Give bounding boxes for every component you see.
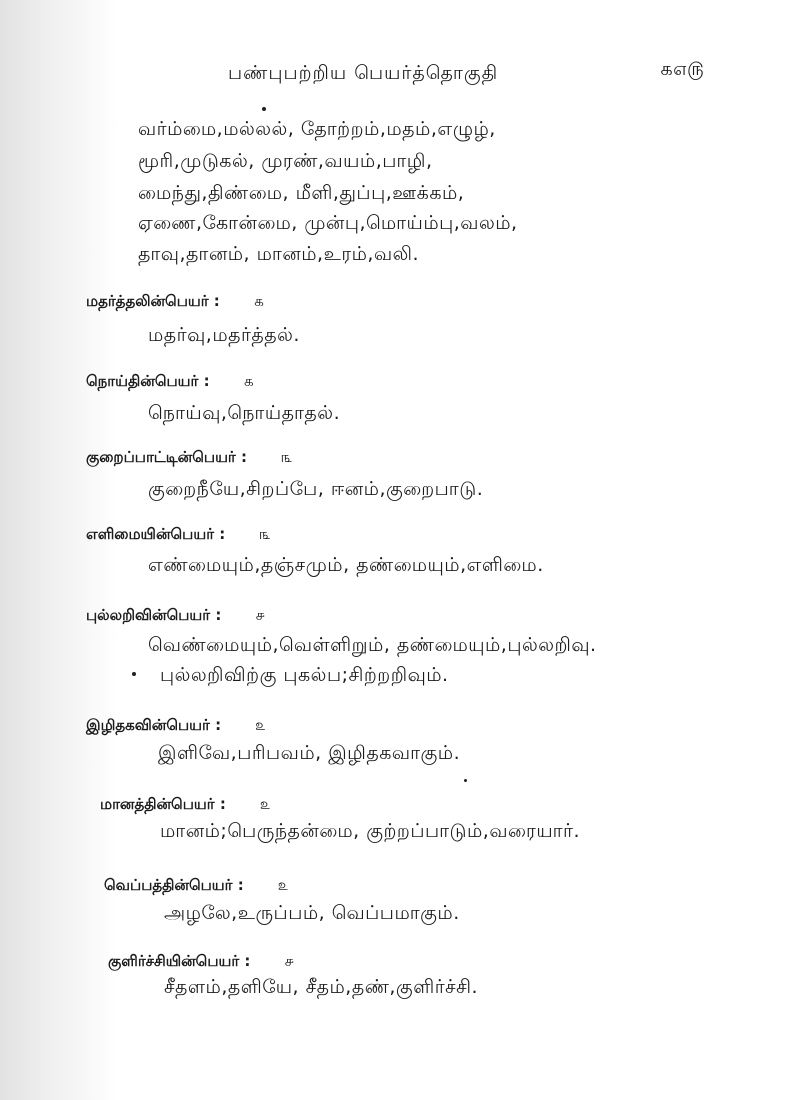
- section-line: நொய்வு,நொய்தாதல்.: [148, 402, 341, 424]
- section-title: [104, 876, 288, 896]
- page-heading: பண்புபற்றிய பெயர்த்தொகுதி: [228, 62, 499, 84]
- section-title: [86, 716, 266, 736]
- section-count: ௨: [255, 716, 266, 734]
- section-line: சீதளம்,தளியே, சீதம்,தண்,குளிர்ச்சி.: [164, 976, 479, 998]
- section-count: ௨: [259, 795, 271, 813]
- intro-line: தாவு,தானம், மானம்,உரம்,வலி.: [138, 243, 420, 265]
- section-title-text: குறைப்பாட்டின்பெயர் :: [86, 448, 247, 466]
- bullet-dot: [132, 672, 136, 676]
- section-line: புல்லறிவிற்கு புகல்ப;சிற்றறிவும்.: [160, 664, 449, 686]
- section-line: மானம்;பெருந்தன்மை, குற்றப்பாடும்,வரையார்.: [160, 820, 580, 842]
- section-title: [86, 372, 254, 392]
- section-line: இளிவே,பரிபவம், இழிதகவாகும்.: [158, 742, 461, 764]
- section-title-text: எளிமையின்பெயர் :: [86, 525, 226, 543]
- section-title-text: புல்லறிவின்பெயர் :: [86, 606, 222, 624]
- intro-line: ஏணை,கோன்மை, முன்பு,மொய்ம்பு,வலம்,: [138, 212, 518, 234]
- section-count: ௩: [259, 525, 271, 543]
- section-title: [86, 448, 292, 468]
- section-title: [86, 525, 271, 545]
- section-title-text: குளிர்ச்சியின்பெயர் :: [108, 952, 251, 970]
- page-number: ௧௭௫: [660, 58, 704, 80]
- section-title: [86, 292, 264, 312]
- section-title-text: மானத்தின்பெயர் :: [100, 795, 226, 813]
- section-count: ௪: [255, 606, 266, 624]
- section-title-text: இழிதகவின்பெயர் :: [86, 716, 222, 734]
- ink-dot: [262, 107, 266, 111]
- section-title-text: மதர்த்தலின்பெயர் :: [86, 292, 220, 310]
- section-line: எண்மையும்,தஞ்சமும், தண்மையும்,எளிமை.: [148, 554, 544, 576]
- section-title: [108, 952, 294, 972]
- intro-line: மைந்து,திண்மை, மீளி,துப்பு,ஊக்கம்,: [138, 182, 465, 204]
- section-title-text: வெப்பத்தின்பெயர் :: [104, 876, 244, 894]
- section-line: குறைநீயே,சிறப்பே, ஈனம்,குறைபாடு.: [148, 478, 484, 500]
- section-title: [86, 606, 265, 626]
- intro-line: மூரி,முடுகல், முரண்,வயம்,பாழி,: [138, 150, 433, 172]
- intro-line: வர்ம்மை,மல்லல், தோற்றம்,மதம்,எழுழ்,: [138, 118, 496, 140]
- section-line: அழலே,உருப்பம், வெப்பமாகும்.: [164, 902, 460, 924]
- section-title-text: நொய்தின்பெயர் :: [86, 372, 210, 390]
- section-count: ௨: [277, 876, 289, 894]
- section-count: ௩: [281, 448, 293, 466]
- section-count: ௪: [284, 952, 295, 970]
- section-line: மதர்வு,மதர்த்தல்.: [148, 324, 300, 346]
- section-line: வெண்மையும்,வெள்ளிறும், தண்மையும்,புல்லறிவு.: [148, 634, 597, 656]
- section-count: ௧: [253, 292, 265, 310]
- section-title: [100, 795, 270, 815]
- ink-dot: [464, 779, 467, 782]
- section-count: ௧: [243, 372, 254, 390]
